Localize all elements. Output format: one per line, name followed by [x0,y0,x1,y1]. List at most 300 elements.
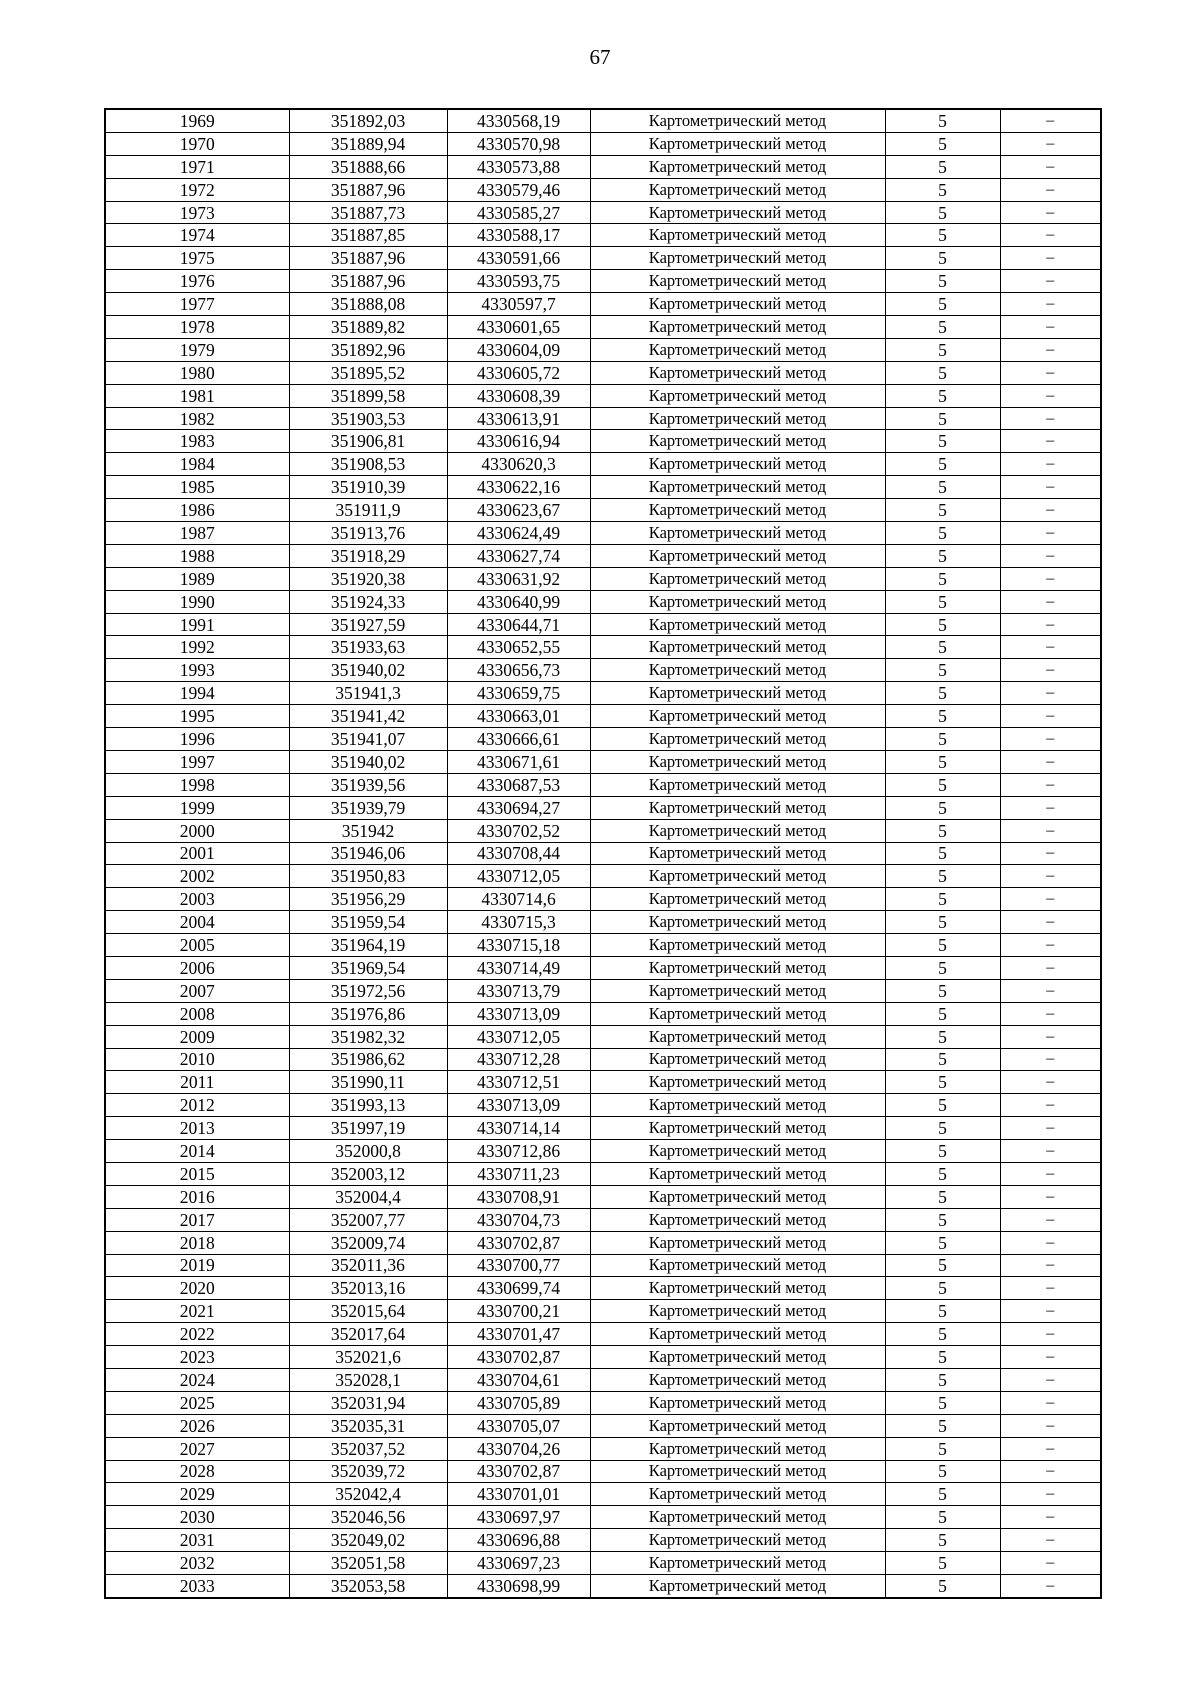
y-coordinate-cell: 4330714,14 [447,1117,590,1140]
table-row [105,1552,1101,1575]
note-cell: – [1000,842,1101,865]
accuracy-cell: 5 [885,979,1000,1002]
method-cell: Картометрический метод [590,636,885,659]
note-cell: – [1000,659,1101,682]
method-cell: Картометрический метод [590,659,885,682]
note-cell: – [1000,1552,1101,1575]
table-row [105,705,1101,728]
method-cell: Картометрический метод [590,911,885,934]
x-coordinate-cell: 351982,32 [289,1025,447,1048]
point-number-cell: 1991 [105,613,289,636]
accuracy-cell: 5 [885,1575,1000,1598]
table-row [105,430,1101,453]
x-coordinate-cell: 351946,06 [289,842,447,865]
coordinates-table-body [105,109,1101,1598]
method-cell: Картометрический метод [590,1323,885,1346]
method-cell: Картометрический метод [590,1368,885,1391]
method-cell: Картометрический метод [590,956,885,979]
x-coordinate-cell: 351887,96 [289,270,447,293]
table-row [105,842,1101,865]
point-number-cell: 2020 [105,1277,289,1300]
method-cell: Картометрический метод [590,1391,885,1414]
method-cell: Картометрический метод [590,705,885,728]
point-number-cell: 1995 [105,705,289,728]
note-cell: – [1000,544,1101,567]
y-coordinate-cell: 4330714,6 [447,888,590,911]
accuracy-cell: 5 [885,544,1000,567]
x-coordinate-cell: 351887,96 [289,178,447,201]
method-cell: Картометрический метод [590,1071,885,1094]
x-coordinate-cell: 351911,9 [289,499,447,522]
accuracy-cell: 5 [885,1414,1000,1437]
table-row [105,956,1101,979]
table-row [105,1414,1101,1437]
table-row [105,1162,1101,1185]
y-coordinate-cell: 4330715,18 [447,934,590,957]
table-row [105,773,1101,796]
x-coordinate-cell: 351940,02 [289,750,447,773]
x-coordinate-cell: 352000,8 [289,1140,447,1163]
x-coordinate-cell: 352028,1 [289,1368,447,1391]
note-cell: – [1000,1025,1101,1048]
method-cell: Картометрический метод [590,842,885,865]
y-coordinate-cell: 4330585,27 [447,201,590,224]
point-number-cell: 2008 [105,1002,289,1025]
method-cell: Картометрический метод [590,865,885,888]
x-coordinate-cell: 351888,66 [289,155,447,178]
y-coordinate-cell: 4330712,05 [447,1025,590,1048]
y-coordinate-cell: 4330613,91 [447,407,590,430]
point-number-cell: 2016 [105,1185,289,1208]
point-number-cell: 1986 [105,499,289,522]
x-coordinate-cell: 352037,52 [289,1437,447,1460]
y-coordinate-cell: 4330704,61 [447,1368,590,1391]
accuracy-cell: 5 [885,1460,1000,1483]
note-cell: – [1000,476,1101,499]
point-number-cell: 1970 [105,132,289,155]
point-number-cell: 1981 [105,384,289,407]
y-coordinate-cell: 4330702,87 [447,1460,590,1483]
y-coordinate-cell: 4330700,77 [447,1254,590,1277]
point-number-cell: 2025 [105,1391,289,1414]
accuracy-cell: 5 [885,819,1000,842]
method-cell: Картометрический метод [590,1094,885,1117]
note-cell: – [1000,1208,1101,1231]
x-coordinate-cell: 351903,53 [289,407,447,430]
y-coordinate-cell: 4330573,88 [447,155,590,178]
y-coordinate-cell: 4330663,01 [447,705,590,728]
accuracy-cell: 5 [885,1208,1000,1231]
accuracy-cell: 5 [885,682,1000,705]
x-coordinate-cell: 351969,54 [289,956,447,979]
method-cell: Картометрический метод [590,682,885,705]
y-coordinate-cell: 4330644,71 [447,613,590,636]
note-cell: – [1000,1277,1101,1300]
y-coordinate-cell: 4330697,23 [447,1552,590,1575]
point-number-cell: 2001 [105,842,289,865]
x-coordinate-cell: 351927,59 [289,613,447,636]
y-coordinate-cell: 4330697,97 [447,1506,590,1529]
point-number-cell: 2030 [105,1506,289,1529]
x-coordinate-cell: 351895,52 [289,361,447,384]
method-cell: Картометрический метод [590,384,885,407]
point-number-cell: 1974 [105,224,289,247]
table-row [105,247,1101,270]
table-row [105,384,1101,407]
accuracy-cell: 5 [885,201,1000,224]
note-cell: – [1000,499,1101,522]
x-coordinate-cell: 352035,31 [289,1414,447,1437]
x-coordinate-cell: 352053,58 [289,1575,447,1598]
table-row [105,1208,1101,1231]
page-number: 67 [589,45,611,69]
accuracy-cell: 5 [885,636,1000,659]
accuracy-cell: 5 [885,407,1000,430]
method-cell: Картометрический метод [590,1048,885,1071]
accuracy-cell: 5 [885,132,1000,155]
method-cell: Картометрический метод [590,247,885,270]
y-coordinate-cell: 4330570,98 [447,132,590,155]
method-cell: Картометрический метод [590,1483,885,1506]
point-number-cell: 1999 [105,796,289,819]
x-coordinate-cell: 352031,94 [289,1391,447,1414]
method-cell: Картометрический метод [590,1185,885,1208]
note-cell: – [1000,1575,1101,1598]
point-number-cell: 2003 [105,888,289,911]
y-coordinate-cell: 4330702,87 [447,1346,590,1369]
y-coordinate-cell: 4330608,39 [447,384,590,407]
y-coordinate-cell: 4330666,61 [447,728,590,751]
point-number-cell: 1977 [105,293,289,316]
point-number-cell: 1969 [105,109,289,132]
table-row [105,888,1101,911]
note-cell: – [1000,865,1101,888]
accuracy-cell: 5 [885,384,1000,407]
x-coordinate-cell: 352015,64 [289,1300,447,1323]
note-cell: – [1000,636,1101,659]
note-cell: – [1000,1368,1101,1391]
y-coordinate-cell: 4330601,65 [447,316,590,339]
method-cell: Картометрический метод [590,453,885,476]
table-row [105,293,1101,316]
point-number-cell: 1994 [105,682,289,705]
accuracy-cell: 5 [885,1346,1000,1369]
method-cell: Картометрический метод [590,1414,885,1437]
table-row [105,109,1101,132]
note-cell: – [1000,109,1101,132]
accuracy-cell: 5 [885,659,1000,682]
x-coordinate-cell: 351887,96 [289,247,447,270]
method-cell: Картометрический метод [590,522,885,545]
y-coordinate-cell: 4330712,86 [447,1140,590,1163]
accuracy-cell: 5 [885,293,1000,316]
accuracy-cell: 5 [885,109,1000,132]
note-cell: – [1000,728,1101,751]
accuracy-cell: 5 [885,1300,1000,1323]
x-coordinate-cell: 351889,82 [289,316,447,339]
note-cell: – [1000,1185,1101,1208]
table-row [105,407,1101,430]
table-row [105,1048,1101,1071]
point-number-cell: 1993 [105,659,289,682]
accuracy-cell: 5 [885,1368,1000,1391]
y-coordinate-cell: 4330620,3 [447,453,590,476]
point-number-cell: 1992 [105,636,289,659]
x-coordinate-cell: 351920,38 [289,567,447,590]
accuracy-cell: 5 [885,796,1000,819]
note-cell: – [1000,911,1101,934]
method-cell: Картометрический метод [590,499,885,522]
y-coordinate-cell: 4330656,73 [447,659,590,682]
point-number-cell: 2013 [105,1117,289,1140]
x-coordinate-cell: 351942 [289,819,447,842]
y-coordinate-cell: 4330694,27 [447,796,590,819]
method-cell: Картометрический метод [590,293,885,316]
x-coordinate-cell: 351906,81 [289,430,447,453]
y-coordinate-cell: 4330705,89 [447,1391,590,1414]
table-row [105,1071,1101,1094]
table-row [105,499,1101,522]
x-coordinate-cell: 351950,83 [289,865,447,888]
table-row [105,934,1101,957]
y-coordinate-cell: 4330640,99 [447,590,590,613]
note-cell: – [1000,270,1101,293]
method-cell: Картометрический метод [590,1231,885,1254]
note-cell: – [1000,224,1101,247]
note-cell: – [1000,1254,1101,1277]
point-number-cell: 2014 [105,1140,289,1163]
point-number-cell: 2006 [105,956,289,979]
method-cell: Картометрический метод [590,201,885,224]
table-row [105,1025,1101,1048]
note-cell: – [1000,1117,1101,1140]
note-cell: – [1000,1529,1101,1552]
table-row [105,750,1101,773]
y-coordinate-cell: 4330712,51 [447,1071,590,1094]
note-cell: – [1000,1071,1101,1094]
method-cell: Картометрический метод [590,613,885,636]
y-coordinate-cell: 4330652,55 [447,636,590,659]
accuracy-cell: 5 [885,956,1000,979]
table-row [105,544,1101,567]
note-cell: – [1000,132,1101,155]
y-coordinate-cell: 4330713,79 [447,979,590,1002]
point-number-cell: 2029 [105,1483,289,1506]
x-coordinate-cell: 351997,19 [289,1117,447,1140]
accuracy-cell: 5 [885,1391,1000,1414]
table-row [105,865,1101,888]
y-coordinate-cell: 4330568,19 [447,109,590,132]
table-row [105,453,1101,476]
y-coordinate-cell: 4330701,47 [447,1323,590,1346]
method-cell: Картометрический метод [590,773,885,796]
x-coordinate-cell: 351889,94 [289,132,447,155]
x-coordinate-cell: 351990,11 [289,1071,447,1094]
x-coordinate-cell: 351972,56 [289,979,447,1002]
y-coordinate-cell: 4330704,73 [447,1208,590,1231]
y-coordinate-cell: 4330713,09 [447,1094,590,1117]
note-cell: – [1000,453,1101,476]
point-number-cell: 2033 [105,1575,289,1598]
accuracy-cell: 5 [885,773,1000,796]
table-row [105,590,1101,613]
point-number-cell: 2002 [105,865,289,888]
x-coordinate-cell: 351940,02 [289,659,447,682]
accuracy-cell: 5 [885,338,1000,361]
y-coordinate-cell: 4330622,16 [447,476,590,499]
table-row [105,522,1101,545]
accuracy-cell: 5 [885,1094,1000,1117]
table-row [105,819,1101,842]
table-row [105,361,1101,384]
point-number-cell: 1996 [105,728,289,751]
accuracy-cell: 5 [885,1231,1000,1254]
note-cell: – [1000,819,1101,842]
table-row [105,178,1101,201]
method-cell: Картометрический метод [590,1162,885,1185]
y-coordinate-cell: 4330579,46 [447,178,590,201]
accuracy-cell: 5 [885,1071,1000,1094]
accuracy-cell: 5 [885,1277,1000,1300]
y-coordinate-cell: 4330714,49 [447,956,590,979]
accuracy-cell: 5 [885,567,1000,590]
point-number-cell: 2010 [105,1048,289,1071]
x-coordinate-cell: 351913,76 [289,522,447,545]
point-number-cell: 1983 [105,430,289,453]
method-cell: Картометрический метод [590,270,885,293]
method-cell: Картометрический метод [590,1460,885,1483]
note-cell: – [1000,1048,1101,1071]
x-coordinate-cell: 351993,13 [289,1094,447,1117]
y-coordinate-cell: 4330698,99 [447,1575,590,1598]
y-coordinate-cell: 4330711,23 [447,1162,590,1185]
y-coordinate-cell: 4330687,53 [447,773,590,796]
point-number-cell: 1975 [105,247,289,270]
point-number-cell: 2009 [105,1025,289,1048]
note-cell: – [1000,613,1101,636]
note-cell: – [1000,567,1101,590]
accuracy-cell: 5 [885,1552,1000,1575]
method-cell: Картометрический метод [590,1437,885,1460]
point-number-cell: 2011 [105,1071,289,1094]
accuracy-cell: 5 [885,270,1000,293]
table-row [105,1002,1101,1025]
table-row [105,979,1101,1002]
point-number-cell: 1989 [105,567,289,590]
note-cell: – [1000,773,1101,796]
y-coordinate-cell: 4330671,61 [447,750,590,773]
y-coordinate-cell: 4330708,44 [447,842,590,865]
x-coordinate-cell: 352046,56 [289,1506,447,1529]
y-coordinate-cell: 4330701,01 [447,1483,590,1506]
table-row [105,1094,1101,1117]
method-cell: Картометрический метод [590,430,885,453]
method-cell: Картометрический метод [590,316,885,339]
x-coordinate-cell: 351964,19 [289,934,447,957]
table-row [105,1300,1101,1323]
method-cell: Картометрический метод [590,1208,885,1231]
note-cell: – [1000,1231,1101,1254]
accuracy-cell: 5 [885,613,1000,636]
y-coordinate-cell: 4330659,75 [447,682,590,705]
accuracy-cell: 5 [885,247,1000,270]
method-cell: Картометрический метод [590,1254,885,1277]
accuracy-cell: 5 [885,934,1000,957]
accuracy-cell: 5 [885,316,1000,339]
point-number-cell: 2019 [105,1254,289,1277]
accuracy-cell: 5 [885,728,1000,751]
y-coordinate-cell: 4330627,74 [447,544,590,567]
y-coordinate-cell: 4330631,92 [447,567,590,590]
method-cell: Картометрический метод [590,407,885,430]
note-cell: – [1000,1460,1101,1483]
note-cell: – [1000,338,1101,361]
method-cell: Картометрический метод [590,728,885,751]
table-row [105,1323,1101,1346]
table-row [105,201,1101,224]
accuracy-cell: 5 [885,499,1000,522]
table-row [105,1506,1101,1529]
x-coordinate-cell: 351910,39 [289,476,447,499]
table-row [105,476,1101,499]
point-number-cell: 1978 [105,316,289,339]
x-coordinate-cell: 352003,12 [289,1162,447,1185]
note-cell: – [1000,1483,1101,1506]
note-cell: – [1000,430,1101,453]
point-number-cell: 1987 [105,522,289,545]
table-row [105,1277,1101,1300]
note-cell: – [1000,384,1101,407]
accuracy-cell: 5 [885,888,1000,911]
accuracy-cell: 5 [885,911,1000,934]
method-cell: Картометрический метод [590,224,885,247]
method-cell: Картометрический метод [590,1277,885,1300]
method-cell: Картометрический метод [590,819,885,842]
note-cell: – [1000,201,1101,224]
point-number-cell: 1998 [105,773,289,796]
accuracy-cell: 5 [885,453,1000,476]
table-row [105,682,1101,705]
x-coordinate-cell: 352042,4 [289,1483,447,1506]
method-cell: Картометрический метод [590,544,885,567]
point-number-cell: 2024 [105,1368,289,1391]
method-cell: Картометрический метод [590,155,885,178]
method-cell: Картометрический метод [590,1506,885,1529]
x-coordinate-cell: 351887,85 [289,224,447,247]
note-cell: – [1000,1002,1101,1025]
table-row [105,728,1101,751]
method-cell: Картометрический метод [590,888,885,911]
method-cell: Картометрический метод [590,338,885,361]
note-cell: – [1000,1346,1101,1369]
x-coordinate-cell: 352051,58 [289,1552,447,1575]
table-row [105,1185,1101,1208]
y-coordinate-cell: 4330715,3 [447,911,590,934]
x-coordinate-cell: 351892,96 [289,338,447,361]
method-cell: Картометрический метод [590,934,885,957]
note-cell: – [1000,796,1101,819]
method-cell: Картометрический метод [590,178,885,201]
accuracy-cell: 5 [885,1254,1000,1277]
y-coordinate-cell: 4330624,49 [447,522,590,545]
table-row [105,659,1101,682]
accuracy-cell: 5 [885,865,1000,888]
note-cell: – [1000,1323,1101,1346]
x-coordinate-cell: 352013,16 [289,1277,447,1300]
note-cell: – [1000,1506,1101,1529]
y-coordinate-cell: 4330605,72 [447,361,590,384]
method-cell: Картометрический метод [590,476,885,499]
